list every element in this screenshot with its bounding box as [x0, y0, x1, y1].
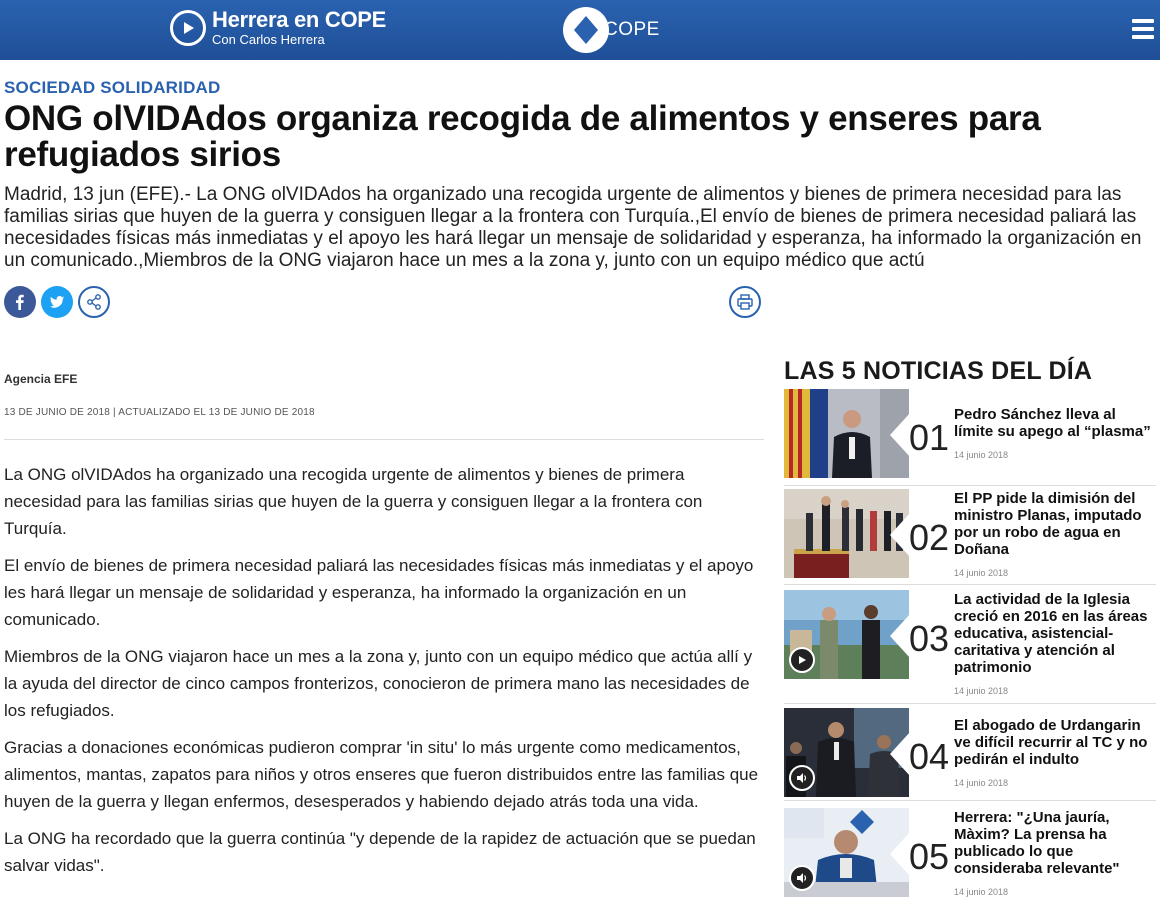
radio-program-subtitle: Con Carlos Herrera: [212, 32, 325, 47]
thumbnail-notch: [890, 614, 909, 658]
news-date: 14 junio 2018: [954, 450, 1009, 460]
news-thumbnail[interactable]: [784, 389, 909, 478]
article-paragraph: Gracias a donaciones económicas pudieron comprar 'in situ' lo más urgente como medicamentos, alimentos, mantas, zapatos para niños y otros enseres que fueron distribuidos entre las familias que huyen de la guerra y llegan enfermos, desesperados y habiendo dejado atrás toda una vida.: [4, 738, 759, 811]
speaker-icon[interactable]: [789, 765, 815, 791]
radio-program-title: Herrera en COPE: [212, 7, 387, 32]
news-title[interactable]: El abogado de Urdangarin ve difícil recurrir al TC y no pedirán el indulto: [954, 717, 1148, 768]
divider: [784, 485, 1156, 486]
sidebar-title: LAS 5 NOTICIAS DEL DÍA: [784, 357, 1093, 385]
thumbnail-notch: [890, 732, 909, 776]
news-rank: 05: [909, 836, 950, 877]
news-date: 14 junio 2018: [954, 568, 1009, 578]
speaker-icon[interactable]: [789, 865, 815, 891]
logo-text: COPE: [604, 19, 660, 40]
cope-logo[interactable]: [562, 6, 660, 54]
news-title[interactable]: El PP pide la dimisión del ministro Planas, imputado por un robo de agua en Doñana: [954, 490, 1142, 558]
article-dateline: 13 DE JUNIO DE 2018 | ACTUALIZADO EL 13 DE JUNIO DE 2018: [4, 407, 315, 418]
article-author[interactable]: Agencia EFE: [4, 372, 78, 386]
news-thumbnail[interactable]: [784, 489, 909, 578]
news-thumbnail[interactable]: [784, 590, 909, 679]
play-icon: [170, 10, 206, 46]
news-rank: 03: [909, 618, 950, 659]
news-title[interactable]: La actividad de la Iglesia creció en 2016 en las áreas educativa, asistencial-caritativa y atención al patrimonio: [954, 591, 1148, 676]
divider: [784, 584, 1156, 585]
facebook-icon[interactable]: [4, 286, 36, 318]
play-icon[interactable]: [789, 647, 815, 673]
news-title[interactable]: Herrera: "¿Una jauría, Màxim? La prensa ha publicado lo que consideraba relevante": [954, 809, 1120, 877]
article-headline: ONG olVIDAdos organiza recogida de alimentos y enseres para refugiados sirios: [4, 99, 1041, 174]
hamburger-menu-icon[interactable]: [1132, 19, 1154, 39]
radio-live-link[interactable]: [170, 9, 386, 46]
divider: [784, 703, 1156, 704]
thumbnail-notch: [890, 513, 909, 557]
article-body: [4, 461, 764, 889]
news-date: 14 junio 2018: [954, 887, 1009, 897]
news-date: 14 junio 2018: [954, 686, 1009, 696]
article-paragraph: Miembros de la ONG viajaron hace un mes a la zona y, junto con un equipo médico que actúa allí y la ayuda del director de cinco campos fronterizos, conocieron de primera mano las necesidades de los refugiados.: [4, 647, 753, 720]
print-icon[interactable]: [729, 286, 761, 318]
divider: [784, 800, 1156, 801]
twitter-icon[interactable]: [41, 286, 73, 318]
top-navbar: [0, 0, 1160, 60]
article-paragraph: La ONG ha recordado que la guerra continúa "y depende de la rapidez de actuación que se puedan salvar vidas".: [4, 829, 756, 875]
news-rank: 02: [909, 517, 950, 558]
thumbnail-notch: [890, 832, 909, 876]
news-thumbnail[interactable]: [784, 708, 909, 797]
divider: [4, 439, 764, 440]
news-date: 14 junio 2018: [954, 778, 1009, 788]
article-lede: Madrid, 13 jun (EFE).- La ONG olVIDAdos ha organizado una recogida urgente de alimentos y bienes de primera necesidad para las familias sirias que huyen de la guerra y consiguen llegar a la frontera con Turquía.,El envío de bienes de primera necesidad paliará las necesidades físicas más inmediatas y el apoyo les hará llegar un mensaje de solidaridad y esperanza, ha informado la organización en un comunicado.,Miembros de la ONG viajaron hace un mes a la zona y, junto con un equipo médico que actú: [4, 184, 1142, 271]
article-paragraph: El envío de bienes de primera necesidad paliará las necesidades físicas más inmediatas y el apoyo les hará llegar un mensaje de solidaridad y esperanza, ha informado la organización en un comunicado.: [4, 556, 754, 629]
share-bar: [4, 286, 110, 318]
article-paragraph: La ONG olVIDAdos ha organizado una recogida urgente de alimentos y bienes de primera necesidad para las familias sirias que huyen de la guerra y consiguen llegar a la frontera con Turquía.: [4, 465, 703, 538]
news-title[interactable]: Pedro Sánchez lleva al límite su apego al “plasma”: [954, 406, 1151, 440]
news-rank: 01: [909, 417, 950, 458]
news-rank: 04: [909, 736, 950, 777]
news-thumbnail[interactable]: [784, 808, 909, 897]
article-category[interactable]: SOCIEDAD SOLIDARIDAD: [4, 78, 221, 97]
share-icon[interactable]: [78, 286, 110, 318]
thumbnail-notch: [890, 413, 909, 457]
